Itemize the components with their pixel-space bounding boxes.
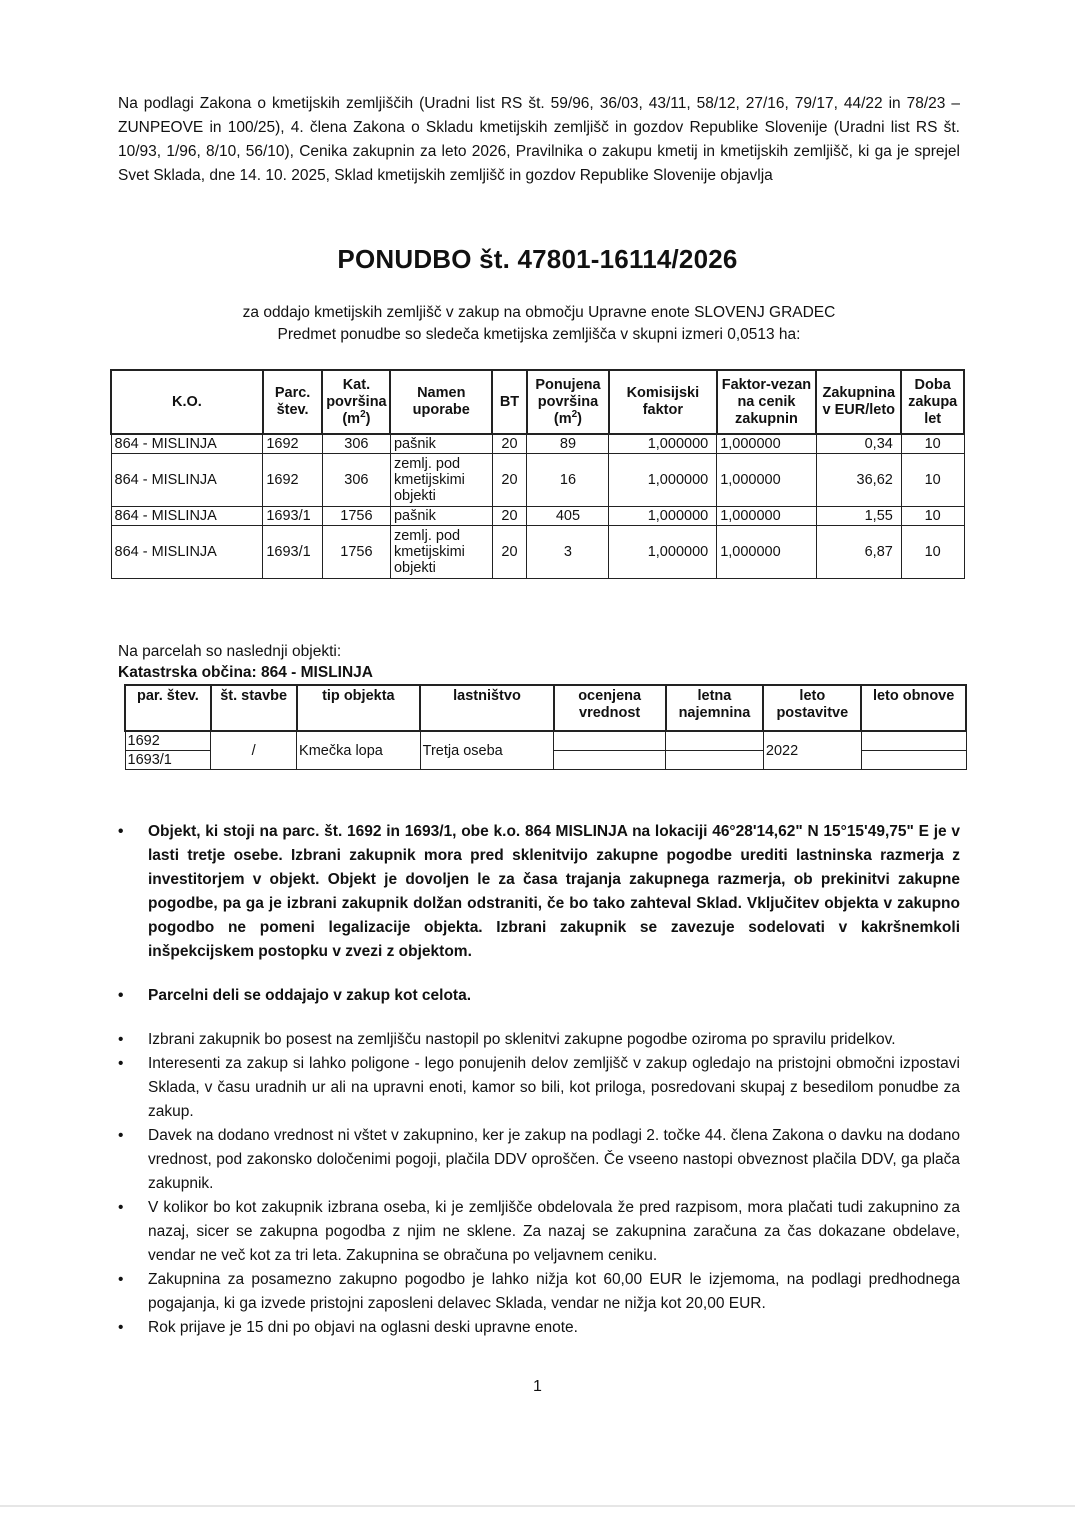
header-kat-povrsina: Kat. površina $(m^2)$ xyxy=(322,370,390,434)
cell-ocenjena-vrednost xyxy=(554,731,666,751)
cell-ko: 864 - MISLINJA xyxy=(111,507,263,526)
cell-zakupnina: 0,34 xyxy=(816,434,901,454)
table-row xyxy=(111,454,964,507)
header-lastnistvo: lastništvo xyxy=(420,685,554,731)
header-parc: Parc. štev. xyxy=(263,370,323,434)
header-zakupnina: Zakupnina v EUR/leto xyxy=(816,370,901,434)
objects-cadastral-municipality: Katastrska občina: 864 - MISLINJA xyxy=(118,664,373,681)
cell-faktor: 1,000000 xyxy=(717,434,817,454)
cell-ko: 864 - MISLINJA xyxy=(111,454,263,507)
cell-kat: 1756 xyxy=(322,526,390,579)
table-row xyxy=(125,731,966,751)
cell-komisijski: 1,000000 xyxy=(609,434,717,454)
cell-faktor: 1,000000 xyxy=(717,526,817,579)
header-doba: Doba zakupa let xyxy=(901,370,964,434)
list-item: • Zakupnina za posamezno zakupno pogodbo je lahko nižja kot 60,00 EUR le izjemoma, na podlagi predhodnega pogajanja, ki ga izvede pristojni zaposleni delavec Sklada, vendar ne nižja kot 20,00 EUR. xyxy=(118,1268,960,1316)
cell-ponujena: 16 xyxy=(527,454,609,507)
header-ponujena: Ponujena površina $(m^2)$ xyxy=(527,370,609,434)
table-row xyxy=(111,507,964,526)
header-par-stev: par. štev. xyxy=(125,685,211,731)
cell-parcel: 1693/1 xyxy=(125,751,211,770)
list-item: • Objekt, ki stoji na parc. št. 1692 in 1693/1, obe k.o. 864 MISLINJA na lokaciji 46°28'14,62" N 15°15'49,75" E je v lasti tretje osebe. Izbrani zakupnik mora pred sklenitvijo zakupne pogodbe urediti lastninska razmerja z investitorjem v objekt. Objekt je dovoljen le za časa trajanja zakupnega razmerja, ob prekinitvi zakupne pogodbe, pa ga je izbrani zakupnik dolžan odstraniti, če bo tako zahteval Sklad. Vključitev objekta v zakupno pogodbo ne pomeni legalizacije objekta. Izbrani zakupnik se zavezuje sodelovati v kakršnemkoli inšpekcijskem postopku v zvezi z objektom. xyxy=(118,820,960,964)
objects-intro: Na parcelah so naslednji objekti: xyxy=(118,643,342,660)
cell-ko: 864 - MISLINJA xyxy=(111,434,263,454)
cell-stavba: / xyxy=(211,731,297,770)
cell-parc: 1692 xyxy=(263,454,323,507)
list-item: • Izbrani zakupnik bo posest na zemljišču nastopil po sklenitvi zakupne pogodbe oziroma po spravilu pridelkov. xyxy=(118,1028,960,1052)
list-item: • Parcelni deli se oddajajo v zakup kot celota. xyxy=(118,984,960,1008)
header-letna-najemnina: letna najemnina xyxy=(666,685,764,731)
page-bottom-divider xyxy=(0,1505,1075,1507)
cell-faktor: 1,000000 xyxy=(717,454,817,507)
intro-paragraph: Na podlagi Zakona o kmetijskih zemljiščih (Uradni list RS št. 59/96, 36/03, 43/11, 58/12, 27/16, 79/17, 44/22 in 78/23 – ZUNPEOVE in 100/25), 4. člena Zakona o Skladu kmetijskih zemljišč in gozdov Republike Slovenije (Uradni list RS št. 10/93, 1/96, 8/10, 56/10), Cenika zakupnin za leto 2026, Pravilnika o zakupu kmetij in kmetijskih zemljišč, ki ga je sprejel Svet Sklada, dne 14. 10. 2025, Sklad kmetijskih zemljišč in gozdov Republike Slovenije objavlja xyxy=(118,95,960,184)
cell-letna-najemnina xyxy=(666,751,764,770)
cell-parc: 1693/1 xyxy=(263,507,323,526)
cell-komisijski: 1,000000 xyxy=(609,507,717,526)
header-ko: K.O. xyxy=(111,370,263,434)
header-namen: Namen uporabe xyxy=(390,370,492,434)
cell-bt: 20 xyxy=(492,454,527,507)
header-ocenjena-vrednost: ocenjena vrednost xyxy=(554,685,666,731)
cell-ocenjena-vrednost xyxy=(554,751,666,770)
list-item: • V kolikor bo kot zakupnik izbrana oseba, ki je zemljišče obdelovala že pred razpisom, mora plačati tudi zakupnino za nazaj, sicer se zakupna pogodba z njim ne sklene. Za nazaj se zakupnina zaračuna za čas dokazane obdelave, vendar ne več kot za tri leta. Zakupnina se obračuna po veljavnem ceniku. xyxy=(118,1196,960,1268)
conditions-list xyxy=(118,820,960,1340)
header-leto-obnove: leto obnove xyxy=(861,685,966,731)
cell-lastnistvo: Tretja oseba xyxy=(420,731,554,770)
cell-komisijski: 1,000000 xyxy=(609,454,717,507)
header-leto-postavitve: leto postavitve xyxy=(763,685,861,731)
cell-faktor: 1,000000 xyxy=(717,507,817,526)
cell-namen: zemlj. pod kmetijskimi objekti xyxy=(390,526,492,579)
cell-tip-objekta: Kmečka lopa xyxy=(297,731,421,770)
offer-subtitle xyxy=(118,302,960,346)
header-faktor-vezan: Faktor-vezan na cenik zakupnin xyxy=(717,370,817,434)
cell-bt: 20 xyxy=(492,526,527,579)
cell-ponujena: 405 xyxy=(527,507,609,526)
cell-parcel: 1692 xyxy=(125,731,211,751)
cell-zakupnina: 1,55 xyxy=(816,507,901,526)
table-row xyxy=(111,526,964,579)
cell-ponujena: 89 xyxy=(527,434,609,454)
table-row xyxy=(111,434,964,454)
cell-doba: 10 xyxy=(901,507,964,526)
cell-kat: 306 xyxy=(322,434,390,454)
subtitle-line-1: za oddajo kmetijskih zemljišč v zakup na območju Upravne enote SLOVENJ GRADEC xyxy=(242,304,836,321)
cell-komisijski: 1,000000 xyxy=(609,526,717,579)
header-tip-objekta: tip objekta xyxy=(297,685,421,731)
cell-leto-obnove xyxy=(861,751,966,770)
offer-title: PONUDBO št. 47801-16114/2026 xyxy=(337,244,738,274)
cell-bt: 20 xyxy=(492,434,527,454)
land-table xyxy=(110,369,965,579)
cell-doba: 10 xyxy=(901,454,964,507)
cell-doba: 10 xyxy=(901,526,964,579)
list-item: • Interesenti za zakup si lahko poligone - lego ponujenih delov zemljišč v zakup ogledajo na pristojni območni izpostavi Sklada, v času uradnih ur ali na upravni enoti, kamor so bili, kot priloga, posredovani skupaj z besedilom ponudbe za zakup. xyxy=(118,1052,960,1124)
cell-doba: 10 xyxy=(901,434,964,454)
cell-ko: 864 - MISLINJA xyxy=(111,526,263,579)
header-bt: BT xyxy=(492,370,527,434)
cell-parc: 1692 xyxy=(263,434,323,454)
cell-bt: 20 xyxy=(492,507,527,526)
cell-leto-obnove xyxy=(861,731,966,751)
cell-namen: pašnik xyxy=(390,507,492,526)
cell-kat: 306 xyxy=(322,454,390,507)
cell-zakupnina: 6,87 xyxy=(816,526,901,579)
cell-parc: 1693/1 xyxy=(263,526,323,579)
list-item: • Davek na dodano vrednost ni vštet v zakupnino, ker je zakup na podlagi 2. točke 44. člena Zakona o davku na dodano vrednost, pod zakonsko določenimi pogoji, plačila DDV oproščen. Če vseeno nastopi obveznost plačila DDV, ga plača zakupnik. xyxy=(118,1124,960,1196)
cell-kat: 1756 xyxy=(322,507,390,526)
cell-letna-najemnina xyxy=(666,731,764,751)
land-table-header xyxy=(111,370,964,434)
header-komisijski: Komisijski faktor xyxy=(609,370,717,434)
subtitle-line-2: Predmet ponudbe so sledeča kmetijska zemljišča v skupni izmeri 0,0513 ha: xyxy=(277,326,801,343)
cell-namen: zemlj. pod kmetijskimi objekti xyxy=(390,454,492,507)
header-st-stavbe: št. stavbe xyxy=(211,685,297,731)
objects-table xyxy=(124,684,967,770)
cell-ponujena: 3 xyxy=(527,526,609,579)
cell-leto-postavitve: 2022 xyxy=(763,731,861,770)
objects-table-header xyxy=(125,685,966,731)
list-item: • Rok prijave je 15 dni po objavi na oglasni deski upravne enote. xyxy=(118,1316,960,1340)
cell-namen: pašnik xyxy=(390,434,492,454)
page-number: 1 xyxy=(533,1378,542,1395)
cell-zakupnina: 36,62 xyxy=(816,454,901,507)
